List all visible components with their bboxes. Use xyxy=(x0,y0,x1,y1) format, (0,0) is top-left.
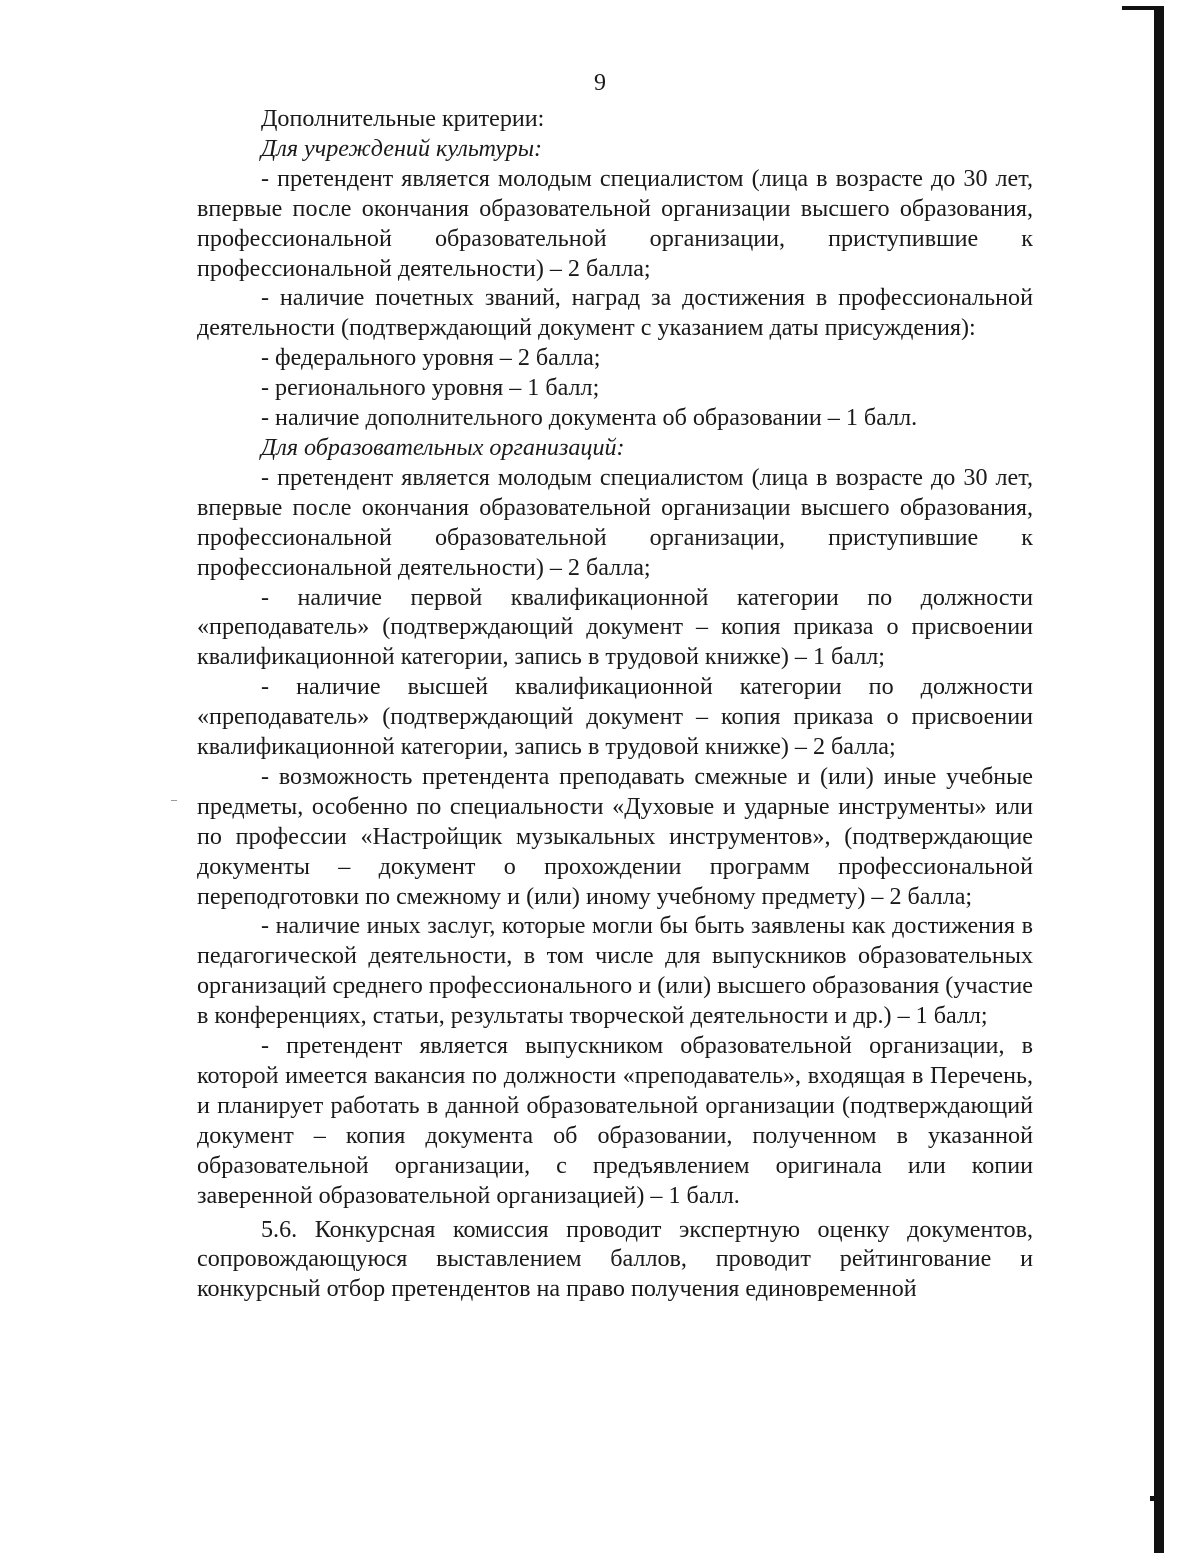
scan-edge-tick xyxy=(1150,1496,1156,1501)
scan-edge-stub xyxy=(1122,6,1156,10)
subsection-heading-culture: Для учреждений культуры: xyxy=(261,135,543,162)
criterion-paragraph: - наличие высшей квалификационной категории по должности «преподаватель» (подтверждающий документ – копия приказа о присвоении квалификационной категории, запись в трудовой книжке) – 2 балла; xyxy=(197,674,1033,761)
criterion-paragraph: - наличие иных заслуг, которые могли бы быть заявлены как достижения в педагогической деятельности, в том числе для выпускников образовательных организаций среднего профессионального и (или) высшего образования (участие в конференциях, статьи, результаты творческой деятельности и др.) – 1 балл; xyxy=(197,913,1033,1030)
criterion-paragraph: - возможность претендента преподавать смежные и (или) иные учебные предметы, особенно по специальности «Духовые и ударные инструменты» или по профессии «Настройщик музыкальных инструментов», (подтверждающие документы – документ о прохождении программ профессиональной переподготовки по смежному и (или) иному учебному предмету) – 2 балла; xyxy=(197,763,1033,910)
criterion-paragraph: - претендент является молодым специалистом (лица в возрасте до 30 лет, впервые после окончания образовательной организации высшего образования, профессиональной образовательной организации, приступившие к профессиональной деятельности) – 2 балла; xyxy=(197,165,1033,282)
criterion-paragraph: - претендент является выпускником образовательной организации, в которой имеется вакансия по должности «преподаватель», входящая в Перечень, и планирует работать в данной образовательной организации (подтверждающий документ – копия документа об образовании, полученном в указанной образовательной организации, с предъявлением оригинала или копии заверенной образовательной организацией) – 1 балл. xyxy=(197,1033,1033,1209)
criterion-line: - наличие дополнительного документа об образовании – 1 балл. xyxy=(261,405,918,432)
subsection-heading-education: Для образовательных организаций: xyxy=(261,434,625,461)
criterion-paragraph: - претендент является молодым специалистом (лица в возрасте до 30 лет, впервые после окончания образовательной организации высшего образования, профессиональной образовательной организации, приступившие к профессиональной деятельности) – 2 балла; xyxy=(197,464,1033,581)
page-number: 9 xyxy=(594,70,606,96)
document-body xyxy=(197,105,1033,1305)
scan-edge-bar xyxy=(1154,6,1164,1553)
scan-artifact xyxy=(171,800,177,801)
criterion-paragraph: - наличие первой квалификационной категории по должности «преподаватель» (подтверждающий документ – копия приказа о присвоении квалификационной категории, запись в трудовой книжке) – 1 балл; xyxy=(197,584,1033,671)
section-heading: Дополнительные критерии: xyxy=(261,106,545,132)
criterion-line: - регионального уровня – 1 балл; xyxy=(261,375,600,402)
criterion-paragraph: - наличие почетных званий, наград за достижения в профессиональной деятельности (подтверждающий документ с указанием даты присуждения): xyxy=(197,285,1033,342)
clause-5-6-paragraph: 5.6. Конкурсная комиссия проводит экспертную оценку документов, сопровождающуюся выставлением баллов, проводит рейтингование и конкурсный отбор претендентов на право получения единовременной xyxy=(197,1216,1033,1303)
criterion-line: - федерального уровня – 2 балла; xyxy=(261,345,601,372)
